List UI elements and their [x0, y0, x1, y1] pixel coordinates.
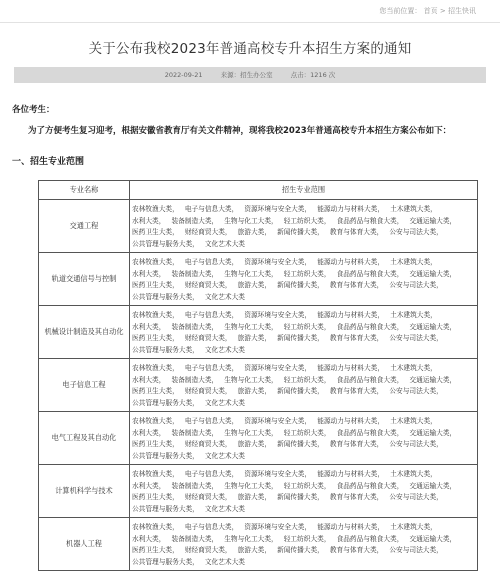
scope-category: 财经商贸大类，	[184, 493, 232, 501]
view-count: 点击：1216 次	[290, 71, 336, 79]
scope-category: 公安与司法大类，	[389, 440, 443, 448]
scope-category: 交通运输大类，	[409, 216, 457, 225]
scope-category: 文化艺术大类	[204, 398, 245, 407]
scope-category: 公共管理与服务大类，	[132, 451, 199, 460]
scope-category: 医药卫生大类，	[132, 493, 179, 501]
scope-category: 电子与信息大类，	[184, 523, 239, 531]
scope-category: 轻工纺织大类，	[283, 322, 331, 331]
scope-category: 生物与化工大类，	[224, 322, 278, 331]
scope-category: 资源环境与安全大类，	[244, 470, 312, 478]
scope-category: 资源环境与安全大类，	[244, 417, 312, 425]
scope-category: 土木建筑大类，	[390, 311, 437, 319]
scope-category: 新闻传播大类，	[277, 334, 324, 342]
scope-category: 食品药品与粮食大类，	[336, 216, 404, 225]
scope-category: 交通运输大类，	[409, 481, 457, 490]
scope-category: 装备制造大类，	[171, 481, 219, 490]
scope-category: 轻工纺织大类，	[283, 216, 331, 225]
scope-category: 轻工纺织大类，	[283, 269, 331, 278]
scope-category: 医药卫生大类，	[132, 440, 179, 448]
scope-cell	[130, 359, 478, 412]
scope-category: 农林牧渔大类，	[132, 311, 179, 319]
scope-category: 电子与信息大类，	[184, 470, 239, 478]
scope-category: 新闻传播大类，	[277, 281, 324, 289]
scope-category: 轻工纺织大类，	[283, 428, 331, 437]
scope-category: 公安与司法大类，	[389, 546, 443, 554]
scope-category: 生物与化工大类，	[224, 428, 278, 437]
scope-category: 公安与司法大类，	[389, 493, 443, 501]
salutation: 各位考生：	[12, 105, 55, 115]
article-source: 来源：招生办公室	[220, 71, 273, 79]
scope-category: 公共管理与服务大类，	[132, 557, 199, 566]
scope-category: 交通运输大类，	[409, 269, 457, 278]
scope-category: 新闻传播大类，	[277, 387, 324, 395]
scope-category: 教育与体育大类，	[329, 228, 384, 236]
scope-category: 旅游大类，	[237, 281, 272, 289]
scope-category: 公安与司法大类，	[389, 228, 443, 236]
scope-category: 交通运输大类，	[409, 375, 457, 384]
scope-category: 文化艺术大类	[204, 239, 245, 248]
scope-cell	[130, 518, 478, 571]
scope-category: 资源环境与安全大类，	[244, 523, 312, 531]
scope-category: 生物与化工大类，	[224, 269, 278, 278]
scope-cell	[130, 253, 478, 306]
table-header-row	[39, 181, 478, 200]
scope-category: 公安与司法大类，	[389, 334, 443, 342]
scope-category: 能源动力与材料大类，	[317, 470, 385, 478]
major-name-cell: 轨道交通信号与控制	[39, 253, 130, 306]
scope-category: 轻工纺织大类，	[283, 481, 331, 490]
scope-category: 公安与司法大类，	[389, 281, 443, 289]
scope-category: 土木建筑大类，	[390, 364, 437, 372]
scope-category: 生物与化工大类，	[224, 216, 278, 225]
scope-category: 教育与体育大类，	[329, 493, 384, 501]
scope-category: 装备制造大类，	[171, 375, 219, 384]
scope-category: 土木建筑大类，	[390, 470, 437, 478]
scope-category: 食品药品与粮食大类，	[336, 534, 404, 543]
scope-category: 土木建筑大类，	[390, 523, 437, 531]
scope-category: 生物与化工大类，	[224, 534, 278, 543]
table-row	[39, 518, 478, 571]
scope-category: 交通运输大类，	[409, 428, 457, 437]
major-name-cell: 机器人工程	[39, 518, 130, 571]
scope-category: 水利大类，	[132, 269, 166, 278]
scope-category: 财经商贸大类，	[184, 228, 232, 236]
scope-category: 农林牧渔大类，	[132, 364, 179, 372]
scope-category: 电子与信息大类，	[184, 417, 239, 425]
breadcrumb-label: 您当前位置：	[379, 7, 422, 15]
scope-category: 水利大类，	[132, 428, 166, 437]
scope-category: 教育与体育大类，	[329, 387, 384, 395]
table-row	[39, 465, 478, 518]
major-name-cell: 电气工程及其自动化	[39, 412, 130, 465]
scope-cell	[130, 200, 478, 253]
major-name-header: 专业名称	[39, 181, 130, 200]
scope-category: 财经商贸大类，	[184, 281, 232, 289]
scope-category: 农林牧渔大类，	[132, 523, 179, 531]
scope-category: 水利大类，	[132, 322, 166, 331]
breadcrumb-separator: >	[439, 7, 446, 15]
scope-category: 能源动力与材料大类，	[317, 364, 385, 372]
scope-category: 食品药品与粮食大类，	[336, 481, 404, 490]
scope-category: 装备制造大类，	[171, 269, 219, 278]
scope-category: 轻工纺织大类，	[283, 375, 331, 384]
scope-category: 食品药品与粮食大类，	[336, 322, 404, 331]
scope-category: 公安与司法大类，	[389, 387, 443, 395]
scope-category: 电子与信息大类，	[184, 258, 239, 266]
scope-category: 农林牧渔大类，	[132, 258, 179, 266]
major-name-cell: 电子信息工程	[39, 359, 130, 412]
scope-category: 医药卫生大类，	[132, 334, 179, 342]
scope-category: 农林牧渔大类，	[132, 470, 179, 478]
scope-category: 交通运输大类，	[409, 322, 457, 331]
scope-category: 能源动力与材料大类，	[317, 311, 385, 319]
scope-category: 教育与体育大类，	[329, 281, 384, 289]
publish-date: 2022-09-21	[164, 71, 203, 79]
scope-category: 旅游大类，	[237, 546, 272, 554]
scope-cell	[130, 412, 478, 465]
scope-category: 财经商贸大类，	[184, 387, 232, 395]
scope-category: 电子与信息大类，	[184, 205, 239, 213]
scope-category: 水利大类，	[132, 216, 166, 225]
scope-category: 财经商贸大类，	[184, 440, 232, 448]
scope-category: 土木建筑大类，	[390, 205, 437, 213]
scope-category: 装备制造大类，	[171, 534, 219, 543]
major-name-cell: 机械设计制造及其自动化	[39, 306, 130, 359]
scope-category: 新闻传播大类，	[277, 493, 324, 501]
scope-category: 土木建筑大类，	[390, 258, 437, 266]
article-meta-bar	[14, 67, 486, 83]
breadcrumb-home-link[interactable]: 首页	[423, 7, 438, 15]
intro-paragraph: 为了方便考生复习迎考，根据安徽省教育厅有关文件精神，现将我校2023年普通高校专升本招生方案公布如下：	[28, 126, 452, 136]
major-name-cell: 交通工程	[39, 200, 130, 253]
scope-category: 公共管理与服务大类，	[132, 239, 199, 248]
table-row	[39, 253, 478, 306]
scope-category: 资源环境与安全大类，	[244, 364, 312, 372]
breadcrumb	[0, 0, 500, 23]
scope-category: 食品药品与粮食大类，	[336, 428, 404, 437]
scope-category: 能源动力与材料大类，	[317, 258, 385, 266]
scope-category: 教育与体育大类，	[329, 440, 384, 448]
scope-category: 医药卫生大类，	[132, 228, 179, 236]
scope-category: 教育与体育大类，	[329, 546, 384, 554]
major-name-cell: 计算机科学与技术	[39, 465, 130, 518]
scope-header: 招生专业范围	[130, 181, 478, 200]
scope-category: 文化艺术大类	[204, 292, 245, 301]
table-row	[39, 412, 478, 465]
scope-cell	[130, 306, 478, 359]
scope-category: 能源动力与材料大类，	[317, 523, 385, 531]
scope-category: 医药卫生大类，	[132, 387, 179, 395]
scope-category: 新闻传播大类，	[277, 440, 324, 448]
scope-category: 装备制造大类，	[171, 428, 219, 437]
scope-category: 新闻传播大类，	[277, 546, 324, 554]
page-title: 关于公布我校2023年普通高校专升本招生方案的通知	[88, 41, 412, 57]
enrollment-scope-table	[38, 180, 478, 571]
scope-category: 农林牧渔大类，	[132, 205, 179, 213]
scope-cell	[130, 465, 478, 518]
scope-category: 旅游大类，	[237, 334, 272, 342]
scope-category: 公共管理与服务大类，	[132, 504, 199, 513]
scope-category: 能源动力与材料大类，	[317, 205, 385, 213]
scope-category: 食品药品与粮食大类，	[336, 269, 404, 278]
scope-category: 财经商贸大类，	[184, 334, 232, 342]
scope-category: 公共管理与服务大类，	[132, 398, 199, 407]
scope-category: 电子与信息大类，	[184, 311, 239, 319]
scope-category: 水利大类，	[132, 481, 166, 490]
scope-category: 轻工纺织大类，	[283, 534, 331, 543]
scope-category: 资源环境与安全大类，	[244, 205, 312, 213]
scope-category: 土木建筑大类，	[390, 417, 437, 425]
scope-category: 装备制造大类，	[171, 322, 219, 331]
scope-category: 财经商贸大类，	[184, 546, 232, 554]
scope-category: 能源动力与材料大类，	[317, 417, 385, 425]
scope-category: 食品药品与粮食大类，	[336, 375, 404, 384]
scope-category: 旅游大类，	[237, 493, 272, 501]
section-heading: 一、招生专业范围	[12, 157, 85, 167]
scope-category: 旅游大类，	[237, 387, 272, 395]
scope-category: 资源环境与安全大类，	[244, 258, 312, 266]
scope-category: 交通运输大类，	[409, 534, 457, 543]
scope-category: 文化艺术大类	[204, 451, 245, 460]
scope-category: 公共管理与服务大类，	[132, 292, 199, 301]
scope-category: 装备制造大类，	[171, 216, 219, 225]
scope-category: 文化艺术大类	[204, 504, 245, 513]
scope-category: 水利大类，	[132, 375, 166, 384]
scope-category: 文化艺术大类	[204, 557, 245, 566]
scope-category: 旅游大类，	[237, 228, 272, 236]
scope-category: 医药卫生大类，	[132, 546, 179, 554]
scope-category: 旅游大类，	[237, 440, 272, 448]
scope-category: 公共管理与服务大类，	[132, 345, 199, 354]
breadcrumb-section-link[interactable]: 招生快讯	[448, 7, 476, 15]
scope-category: 生物与化工大类，	[224, 481, 278, 490]
scope-category: 资源环境与安全大类，	[244, 311, 312, 319]
scope-category: 文化艺术大类	[204, 345, 245, 354]
table-body	[39, 200, 478, 571]
scope-category: 生物与化工大类，	[224, 375, 278, 384]
scope-category: 新闻传播大类，	[277, 228, 324, 236]
table-row	[39, 306, 478, 359]
scope-category: 电子与信息大类，	[184, 364, 239, 372]
scope-category: 教育与体育大类，	[329, 334, 384, 342]
scope-category: 农林牧渔大类，	[132, 417, 179, 425]
table-row	[39, 359, 478, 412]
table-row	[39, 200, 478, 253]
scope-category: 医药卫生大类，	[132, 281, 179, 289]
scope-category: 水利大类，	[132, 534, 166, 543]
